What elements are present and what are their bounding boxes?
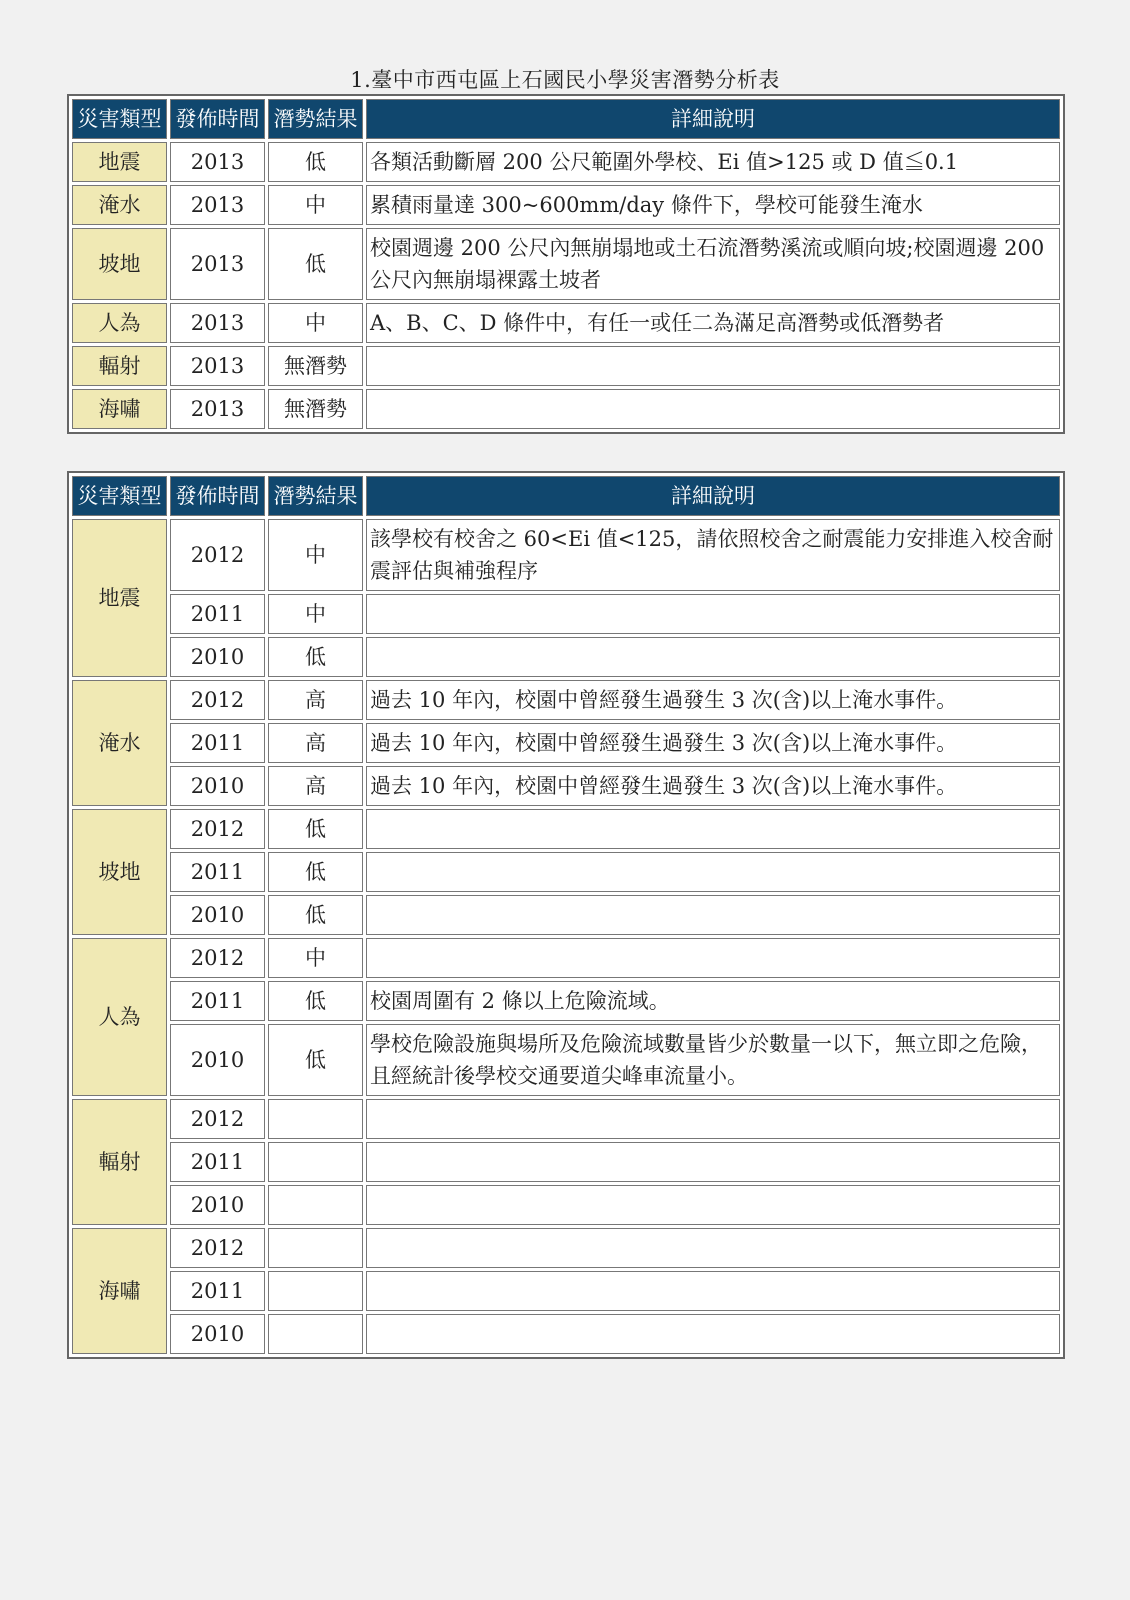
detail-cell — [366, 1099, 1060, 1139]
result-cell: 中 — [268, 519, 363, 591]
table-row — [72, 637, 1060, 677]
year-cell: 2011 — [170, 723, 265, 763]
year-cell: 2010 — [170, 1185, 265, 1225]
result-cell: 低 — [268, 142, 363, 182]
type-cell: 輻射 — [72, 1099, 167, 1225]
table-row — [72, 185, 1060, 225]
detail-cell — [366, 1314, 1060, 1354]
type-cell: 海嘯 — [72, 389, 167, 429]
year-cell: 2011 — [170, 594, 265, 634]
year-cell: 2013 — [170, 185, 265, 225]
header-potential-result: 潛勢結果 — [268, 99, 363, 139]
table-row — [72, 723, 1060, 763]
table-row — [72, 1142, 1060, 1182]
result-cell — [268, 1142, 363, 1182]
detail-cell — [366, 852, 1060, 892]
result-cell: 中 — [268, 594, 363, 634]
year-cell: 2011 — [170, 981, 265, 1021]
result-cell: 低 — [268, 637, 363, 677]
result-cell: 高 — [268, 723, 363, 763]
type-cell: 淹水 — [72, 185, 167, 225]
detail-cell: 過去 10 年內，校園中曾經發生過發生 3 次(含)以上淹水事件。 — [366, 723, 1060, 763]
result-cell: 低 — [268, 228, 363, 300]
detail-cell — [366, 637, 1060, 677]
result-cell: 高 — [268, 766, 363, 806]
year-cell: 2011 — [170, 852, 265, 892]
result-cell — [268, 1228, 363, 1268]
table-row — [72, 228, 1060, 300]
table-row — [72, 389, 1060, 429]
table-row — [72, 938, 1060, 978]
result-cell: 低 — [268, 1024, 363, 1096]
type-cell: 坡地 — [72, 809, 167, 935]
result-cell — [268, 1185, 363, 1225]
year-cell: 2013 — [170, 346, 265, 386]
detail-cell — [366, 594, 1060, 634]
header-publish-time: 發佈時間 — [170, 99, 265, 139]
table-row — [72, 852, 1060, 892]
result-cell — [268, 1314, 363, 1354]
year-cell: 2010 — [170, 766, 265, 806]
table-row — [72, 519, 1060, 591]
detail-cell — [366, 1185, 1060, 1225]
result-cell: 低 — [268, 981, 363, 1021]
year-cell: 2013 — [170, 142, 265, 182]
type-cell: 人為 — [72, 303, 167, 343]
table-row — [72, 1024, 1060, 1096]
result-cell: 無潛勢 — [268, 389, 363, 429]
result-cell: 中 — [268, 938, 363, 978]
header-row — [72, 476, 1060, 516]
result-cell: 中 — [268, 303, 363, 343]
table-row — [72, 981, 1060, 1021]
detail-cell: 該學校有校舍之 60<Ei 值<125，請依照校舍之耐震能力安排進入校舍耐震評估與補強程序 — [366, 519, 1060, 591]
result-cell: 中 — [268, 185, 363, 225]
page-title: 1.臺中市西屯區上石國民小學災害潛勢分析表 — [350, 68, 780, 92]
table-row — [72, 1185, 1060, 1225]
header-disaster-type: 災害類型 — [72, 99, 167, 139]
detail-cell: 累積雨量達 300~600mm/day 條件下，學校可能發生淹水 — [366, 185, 1060, 225]
detail-cell — [366, 389, 1060, 429]
detail-cell: 校園周圍有 2 條以上危險流域。 — [366, 981, 1060, 1021]
detail-cell — [366, 895, 1060, 935]
detail-cell — [366, 809, 1060, 849]
year-cell: 2011 — [170, 1271, 265, 1311]
detail-cell: 各類活動斷層 200 公尺範圍外學校、Ei 值>125 或 D 值≦0.1 — [366, 142, 1060, 182]
detail-cell — [366, 938, 1060, 978]
year-cell: 2012 — [170, 1099, 265, 1139]
detail-cell: 學校危險設施與場所及危險流域數量皆少於數量一以下，無立即之危險，且經統計後學校交通要道尖峰車流量小。 — [366, 1024, 1060, 1096]
result-cell: 高 — [268, 680, 363, 720]
year-cell: 2013 — [170, 389, 265, 429]
table-row — [72, 142, 1060, 182]
type-cell: 地震 — [72, 519, 167, 677]
table-row — [72, 766, 1060, 806]
result-cell — [268, 1099, 363, 1139]
type-cell: 地震 — [72, 142, 167, 182]
detail-cell: 校園週邊 200 公尺內無崩塌地或土石流潛勢溪流或順向坡;校園週邊 200 公尺內無崩塌裸露土坡者 — [366, 228, 1060, 300]
year-cell: 2010 — [170, 1314, 265, 1354]
detail-cell — [366, 1142, 1060, 1182]
year-cell: 2011 — [170, 1142, 265, 1182]
year-cell: 2012 — [170, 938, 265, 978]
result-cell: 低 — [268, 809, 363, 849]
header-row — [72, 99, 1060, 139]
type-cell: 輻射 — [72, 346, 167, 386]
table-row — [72, 895, 1060, 935]
year-cell: 2012 — [170, 1228, 265, 1268]
table-row — [72, 1314, 1060, 1354]
header-disaster-type: 災害類型 — [72, 476, 167, 516]
year-cell: 2012 — [170, 519, 265, 591]
year-cell: 2010 — [170, 1024, 265, 1096]
table-row — [72, 594, 1060, 634]
detail-cell — [366, 346, 1060, 386]
result-cell: 低 — [268, 852, 363, 892]
header-detail: 詳細說明 — [366, 99, 1060, 139]
history-risk-table — [67, 471, 1065, 1359]
table-row — [72, 346, 1060, 386]
detail-cell: 過去 10 年內，校園中曾經發生過發生 3 次(含)以上淹水事件。 — [366, 680, 1060, 720]
header-detail: 詳細說明 — [366, 476, 1060, 516]
detail-cell: 過去 10 年內，校園中曾經發生過發生 3 次(含)以上淹水事件。 — [366, 766, 1060, 806]
year-cell: 2013 — [170, 303, 265, 343]
year-cell: 2010 — [170, 637, 265, 677]
type-cell: 海嘯 — [72, 1228, 167, 1354]
header-publish-time: 發佈時間 — [170, 476, 265, 516]
year-cell: 2012 — [170, 809, 265, 849]
result-cell: 低 — [268, 895, 363, 935]
current-risk-table — [67, 94, 1065, 434]
header-potential-result: 潛勢結果 — [268, 476, 363, 516]
type-cell: 坡地 — [72, 228, 167, 300]
table-row — [72, 809, 1060, 849]
year-cell: 2012 — [170, 680, 265, 720]
type-cell: 人為 — [72, 938, 167, 1096]
result-cell: 無潛勢 — [268, 346, 363, 386]
year-cell: 2013 — [170, 228, 265, 300]
table-row — [72, 1228, 1060, 1268]
table-row — [72, 1271, 1060, 1311]
detail-cell: A、B、C、D 條件中，有任一或任二為滿足高潛勢或低潛勢者 — [366, 303, 1060, 343]
table-row — [72, 680, 1060, 720]
table-row — [72, 303, 1060, 343]
result-cell — [268, 1271, 363, 1311]
type-cell: 淹水 — [72, 680, 167, 806]
table-row — [72, 1099, 1060, 1139]
detail-cell — [366, 1271, 1060, 1311]
year-cell: 2010 — [170, 895, 265, 935]
detail-cell — [366, 1228, 1060, 1268]
